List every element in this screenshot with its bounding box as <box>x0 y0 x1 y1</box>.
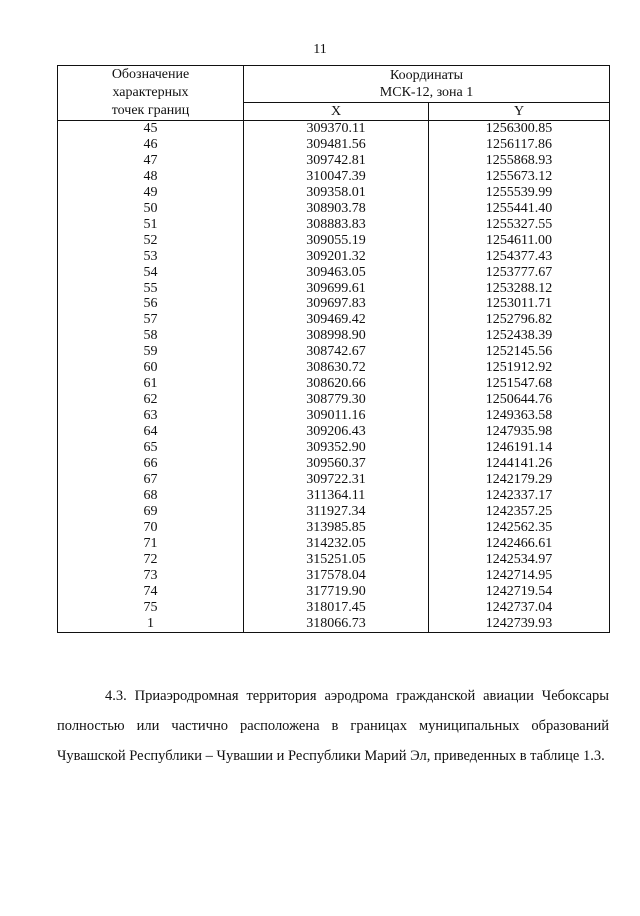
y-coordinate-cell: 1242337.17 <box>429 488 610 504</box>
coordinates-header-line: Координаты <box>390 68 463 83</box>
x-coordinate-cell: 309370.11 <box>244 121 429 137</box>
y-coordinate-cell: 1242357.25 <box>429 504 610 520</box>
point-cell: 56 <box>58 296 244 312</box>
table-row <box>58 169 610 185</box>
table-row <box>58 568 610 584</box>
y-coordinate-cell: 1242719.54 <box>429 584 610 600</box>
x-coordinate-cell: 308620.66 <box>244 376 429 392</box>
x-coordinate-cell: 309697.83 <box>244 296 429 312</box>
x-coordinate-cell: 309722.31 <box>244 472 429 488</box>
table-row <box>58 312 610 328</box>
x-coordinate-cell: 308630.72 <box>244 360 429 376</box>
y-coordinate-cell: 1254377.43 <box>429 249 610 265</box>
point-cell: 48 <box>58 169 244 185</box>
point-cell: 54 <box>58 265 244 281</box>
point-cell: 50 <box>58 201 244 217</box>
point-column-header <box>58 66 244 121</box>
table-row <box>58 520 610 536</box>
y-coordinate-cell: 1252438.39 <box>429 328 610 344</box>
point-cell: 71 <box>58 536 244 552</box>
point-cell: 60 <box>58 360 244 376</box>
x-coordinate-cell: 317578.04 <box>244 568 429 584</box>
table-row <box>58 408 610 424</box>
table-header <box>58 66 610 121</box>
table-row <box>58 217 610 233</box>
x-coordinate-cell: 309206.43 <box>244 424 429 440</box>
y-coordinate-cell: 1256117.86 <box>429 137 610 153</box>
point-cell: 47 <box>58 153 244 169</box>
table-row <box>58 424 610 440</box>
point-cell: 61 <box>58 376 244 392</box>
point-cell: 49 <box>58 185 244 201</box>
x-coordinate-cell: 315251.05 <box>244 552 429 568</box>
x-coordinate-cell: 308742.67 <box>244 344 429 360</box>
point-cell: 46 <box>58 137 244 153</box>
y-coordinate-cell: 1254611.00 <box>429 233 610 249</box>
point-cell: 59 <box>58 344 244 360</box>
y-coordinate-cell: 1249363.58 <box>429 408 610 424</box>
table-row <box>58 281 610 297</box>
table-row <box>58 185 610 201</box>
paragraph-text: 4.3. Приаэродромная территория аэродрома гражданской авиации Чебоксары полностью или частично расположена в границах муниципальных образований Чувашской Республики – Чувашии и Республики Марий Эл, приведенных в таблице 1.3. <box>57 688 609 764</box>
y-column-header: Y <box>429 103 610 121</box>
point-cell: 70 <box>58 520 244 536</box>
point-cell: 73 <box>58 568 244 584</box>
point-cell: 65 <box>58 440 244 456</box>
y-coordinate-cell: 1255441.40 <box>429 201 610 217</box>
point-cell: 74 <box>58 584 244 600</box>
table-row <box>58 265 610 281</box>
x-coordinate-cell: 309201.32 <box>244 249 429 265</box>
y-coordinate-cell: 1255673.12 <box>429 169 610 185</box>
point-cell: 62 <box>58 392 244 408</box>
y-coordinate-cell: 1246191.14 <box>429 440 610 456</box>
y-coordinate-cell: 1242179.29 <box>429 472 610 488</box>
table-row <box>58 584 610 600</box>
point-cell: 58 <box>58 328 244 344</box>
x-coordinate-cell: 317719.90 <box>244 584 429 600</box>
table-row <box>58 536 610 552</box>
table-row <box>58 600 610 616</box>
body-paragraph <box>57 681 609 771</box>
y-coordinate-cell: 1253288.12 <box>429 281 610 297</box>
point-cell: 66 <box>58 456 244 472</box>
table-row <box>58 440 610 456</box>
x-coordinate-cell: 308903.78 <box>244 201 429 217</box>
x-coordinate-cell: 309560.37 <box>244 456 429 472</box>
table-row <box>58 360 610 376</box>
table-row <box>58 153 610 169</box>
x-coordinate-cell: 308998.90 <box>244 328 429 344</box>
point-cell: 57 <box>58 312 244 328</box>
x-coordinate-cell: 310047.39 <box>244 169 429 185</box>
x-column-header: X <box>244 103 429 121</box>
table-row <box>58 121 610 137</box>
y-coordinate-cell: 1253011.71 <box>429 296 610 312</box>
y-coordinate-cell: 1253777.67 <box>429 265 610 281</box>
table-row <box>58 472 610 488</box>
y-coordinate-cell: 1244141.26 <box>429 456 610 472</box>
point-cell: 72 <box>58 552 244 568</box>
table-row <box>58 504 610 520</box>
y-coordinate-cell: 1252796.82 <box>429 312 610 328</box>
table-row <box>58 201 610 217</box>
x-coordinate-cell: 309699.61 <box>244 281 429 297</box>
coordinates-column-header <box>244 66 610 103</box>
x-coordinate-cell: 309358.01 <box>244 185 429 201</box>
table-row <box>58 552 610 568</box>
x-coordinate-cell: 308883.83 <box>244 217 429 233</box>
y-coordinate-cell: 1255327.55 <box>429 217 610 233</box>
x-coordinate-cell: 308779.30 <box>244 392 429 408</box>
table-row <box>58 616 610 632</box>
point-header-line: точек границ <box>111 103 190 118</box>
y-coordinate-cell: 1250644.76 <box>429 392 610 408</box>
table-row <box>58 456 610 472</box>
y-coordinate-cell: 1242562.35 <box>429 520 610 536</box>
y-coordinate-cell: 1251912.92 <box>429 360 610 376</box>
point-cell: 67 <box>58 472 244 488</box>
point-cell: 68 <box>58 488 244 504</box>
table-row <box>58 249 610 265</box>
x-coordinate-cell: 318017.45 <box>244 600 429 616</box>
y-coordinate-cell: 1256300.85 <box>429 121 610 137</box>
x-coordinate-cell: 318066.73 <box>244 616 429 632</box>
y-coordinate-cell: 1242534.97 <box>429 552 610 568</box>
y-coordinate-cell: 1252145.56 <box>429 344 610 360</box>
point-cell: 45 <box>58 121 244 137</box>
x-coordinate-cell: 309481.56 <box>244 137 429 153</box>
x-coordinate-cell: 309055.19 <box>244 233 429 249</box>
y-coordinate-cell: 1242737.04 <box>429 600 610 616</box>
x-coordinate-cell: 309469.42 <box>244 312 429 328</box>
page-number: 11 <box>313 42 327 57</box>
table-row <box>58 328 610 344</box>
table-row <box>58 376 610 392</box>
coordinates-header-line: МСК-12, зона 1 <box>379 85 474 100</box>
y-coordinate-cell: 1251547.68 <box>429 376 610 392</box>
table-row <box>58 488 610 504</box>
coordinates-table <box>57 65 610 633</box>
point-cell: 69 <box>58 504 244 520</box>
point-cell: 63 <box>58 408 244 424</box>
table-body <box>58 121 610 633</box>
x-coordinate-cell: 313985.85 <box>244 520 429 536</box>
x-coordinate-cell: 309742.81 <box>244 153 429 169</box>
y-coordinate-cell: 1242739.93 <box>429 616 610 632</box>
x-coordinate-cell: 309463.05 <box>244 265 429 281</box>
table-row <box>58 392 610 408</box>
y-coordinate-cell: 1242466.61 <box>429 536 610 552</box>
point-cell: 55 <box>58 281 244 297</box>
point-header-line: Обозначение <box>111 67 190 82</box>
x-coordinate-cell: 311364.11 <box>244 488 429 504</box>
x-coordinate-cell: 314232.05 <box>244 536 429 552</box>
y-coordinate-cell: 1242714.95 <box>429 568 610 584</box>
point-cell: 52 <box>58 233 244 249</box>
x-coordinate-cell: 311927.34 <box>244 504 429 520</box>
y-coordinate-cell: 1255868.93 <box>429 153 610 169</box>
y-coordinate-cell: 1247935.98 <box>429 424 610 440</box>
point-cell: 1 <box>58 616 244 632</box>
y-coordinate-cell: 1255539.99 <box>429 185 610 201</box>
point-cell: 53 <box>58 249 244 265</box>
point-cell: 64 <box>58 424 244 440</box>
x-coordinate-cell: 309352.90 <box>244 440 429 456</box>
table-row <box>58 137 610 153</box>
x-coordinate-cell: 309011.16 <box>244 408 429 424</box>
table-row <box>58 233 610 249</box>
table-row <box>58 296 610 312</box>
point-cell: 51 <box>58 217 244 233</box>
point-header-line: характерных <box>112 85 189 100</box>
table-row <box>58 344 610 360</box>
point-cell: 75 <box>58 600 244 616</box>
